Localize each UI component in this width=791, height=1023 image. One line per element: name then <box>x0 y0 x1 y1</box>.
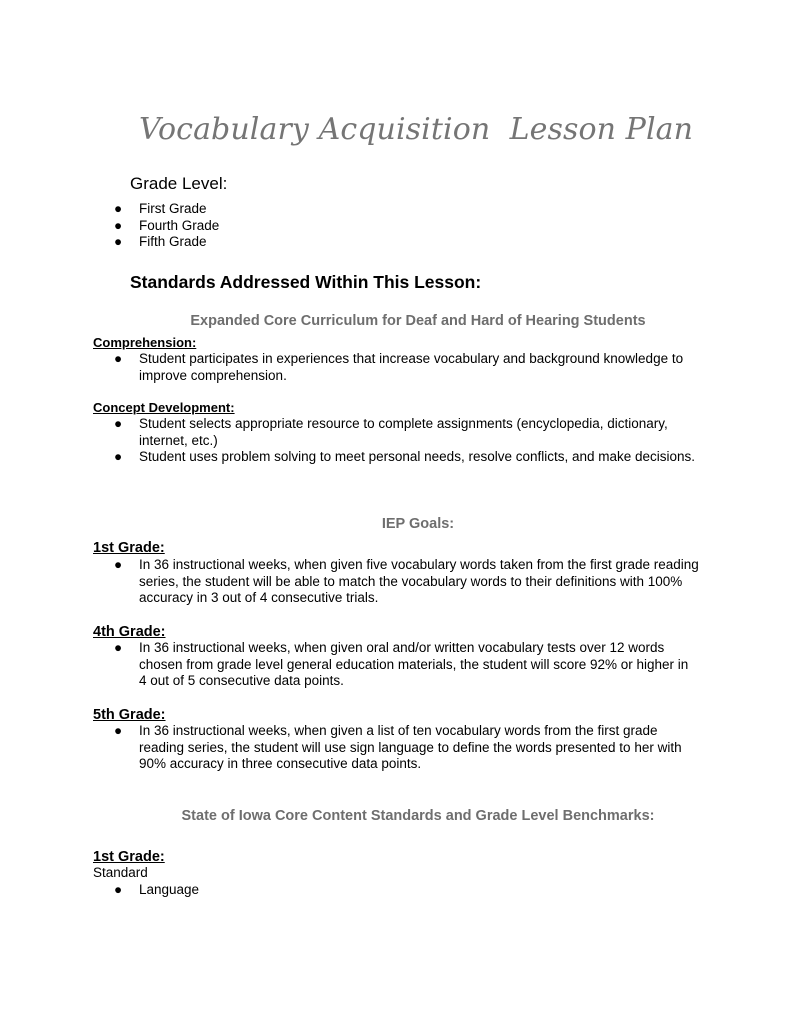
list-item: ● Student participates in experiences that increase vocabulary and background knowledge to improve comprehension. <box>114 351 684 383</box>
iep-fourth-grade-label: 4th Grade: <box>93 624 166 640</box>
bullet-icon: ● <box>114 217 123 233</box>
bullet-icon: ● <box>114 416 123 431</box>
iowa-first-grade-label: 1st Grade: <box>93 849 165 865</box>
list-item: ● Language <box>114 882 200 897</box>
comprehension-list <box>0 351 699 384</box>
bullet-icon: ● <box>114 201 123 216</box>
list-item: ● Student selects appropriate resource to complete assignments (encyclopedia, dictionary, internet, etc.) <box>114 416 668 448</box>
concept-development-label: Concept Development: <box>93 400 235 415</box>
iep-fifth-grade-label: 5th Grade: <box>93 707 166 723</box>
standards-heading: Standards Addressed Within This Lesson: <box>130 272 482 292</box>
list-item: ● Fourth Grade <box>114 217 220 233</box>
list-item: ● In 36 instructional weeks, when given five vocabulary words taken from the first grade reading series, the student will be able to match the vocabulary words to their definitions with 100% accuracy in 3 out of 4 consecutive trials. <box>114 557 699 605</box>
bullet-icon: ● <box>114 882 123 897</box>
list-item: ● In 36 instructional weeks, when given oral and/or written vocabulary tests over 12 words chosen from grade level general education materials, the student will score 92% or higher in 4 out of 5 consecutive data points. <box>114 640 689 688</box>
bullet-icon: ● <box>114 234 123 249</box>
iep-heading: IEP Goals: <box>381 516 455 532</box>
bullet-icon: ● <box>114 449 123 464</box>
iep-first-grade-label: 1st Grade: <box>93 540 165 556</box>
standard-label: Standard <box>93 865 148 880</box>
list-item: ● In 36 instructional weeks, when given a list of ten vocabulary words from the first grade reading series, the student will use sign language to define the words presented to her with 90% accuracy in three consecutive data points. <box>114 723 682 771</box>
comprehension-label: Comprehension: <box>93 335 197 350</box>
grade-level-list <box>0 201 699 251</box>
iowa-standards-heading: State of Iowa Core Content Standards and Grade Level Benchmarks: <box>181 808 655 824</box>
bullet-icon: ● <box>114 351 123 366</box>
grade-level-heading: Grade Level: <box>130 174 228 193</box>
list-item: ● First Grade <box>114 201 207 216</box>
iep-first-grade-list <box>0 557 699 607</box>
iep-fourth-grade-list <box>0 640 699 690</box>
list-item: ● Fifth Grade <box>114 234 207 249</box>
bullet-icon: ● <box>114 557 123 572</box>
ecc-heading: Expanded Core Curriculum for Deaf and Hard of Hearing Students <box>190 313 646 329</box>
list-item: ● Student uses problem solving to meet personal needs, resolve conflicts, and make decisions. <box>114 449 696 464</box>
bullet-icon: ● <box>114 640 123 655</box>
iep-fifth-grade-list <box>0 723 699 773</box>
document-title: Vocabulary Acquisition Lesson Plan <box>139 112 694 147</box>
iowa-first-grade-list <box>0 882 699 899</box>
concept-development-list <box>0 416 699 466</box>
bullet-icon: ● <box>114 723 123 738</box>
